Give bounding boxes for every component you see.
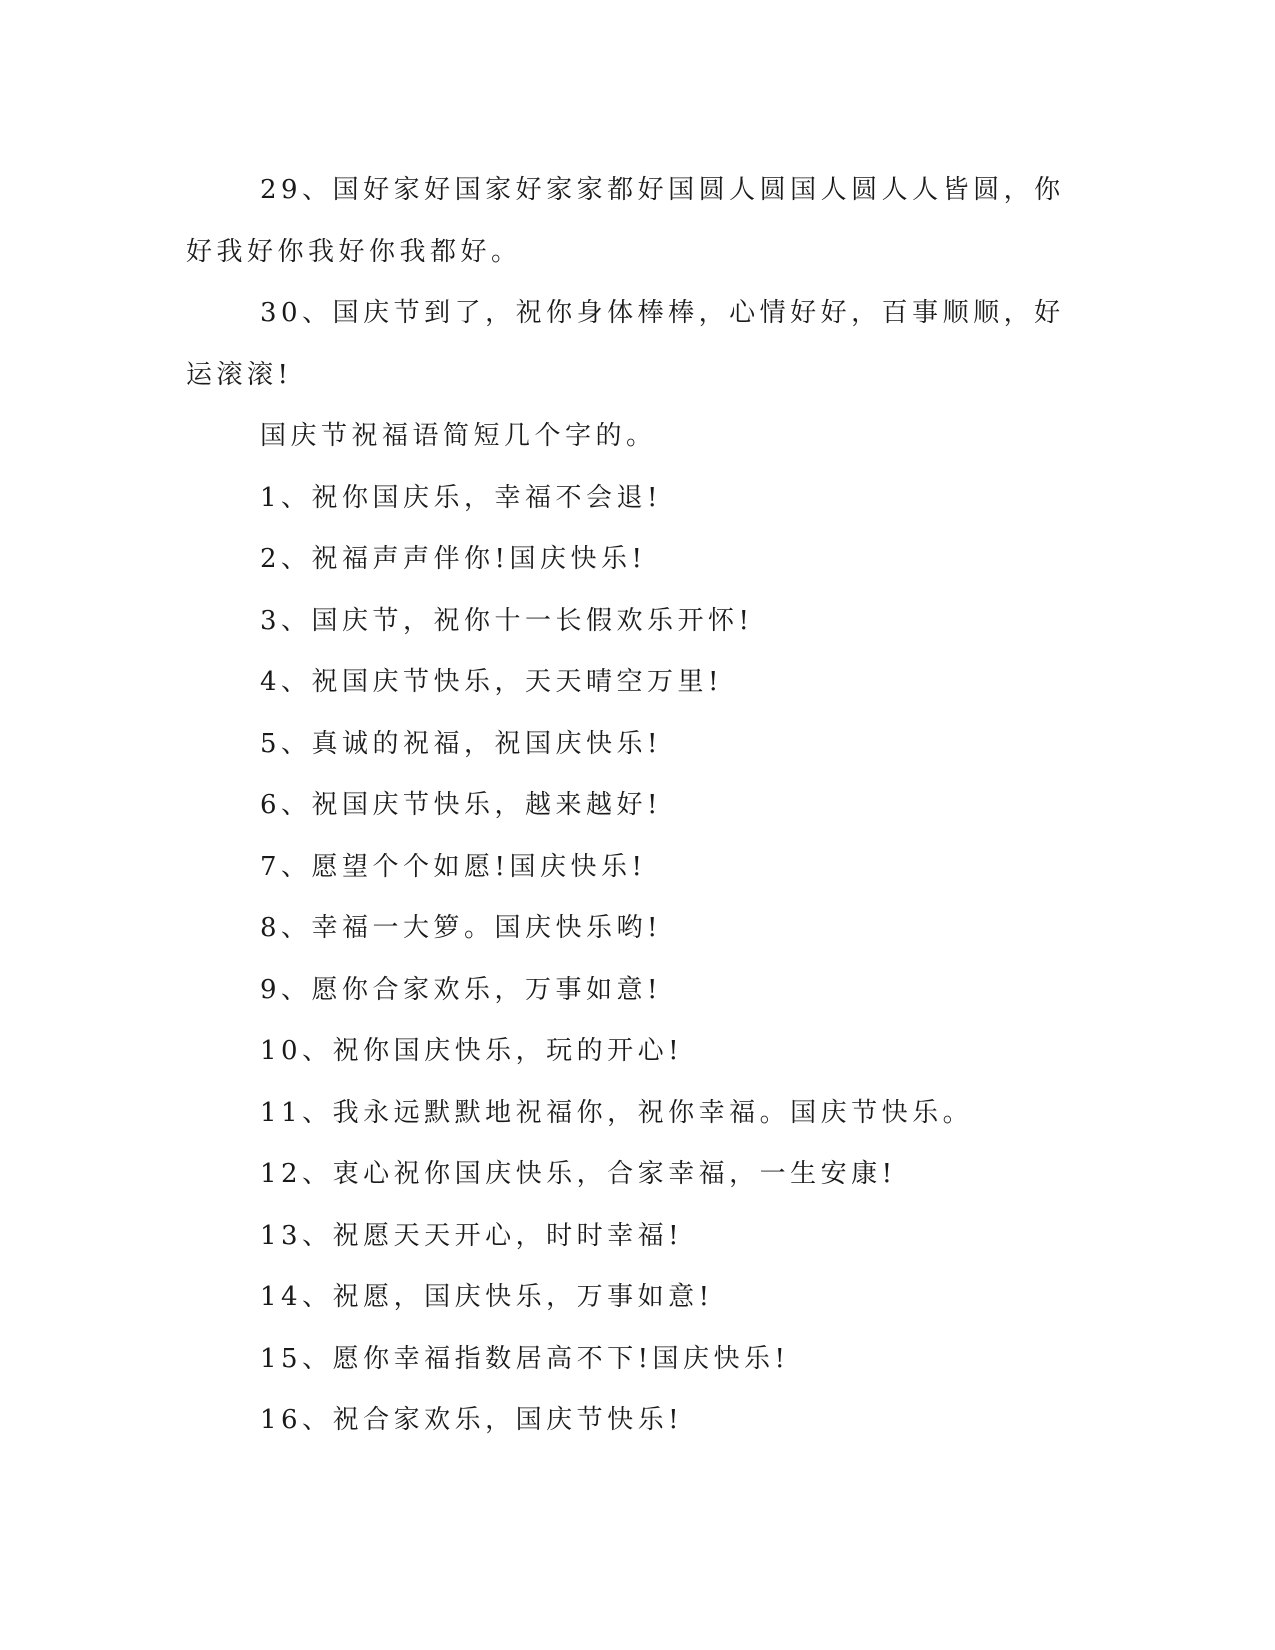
paragraph-29: 29、国好家好国家好家家都好国圆人圆国人圆人人皆圆，你好我好你我好你我都好。	[186, 175, 1065, 267]
list-item-11: 11、我永远默默地祝福你，祝你幸福。国庆节快乐。	[260, 1097, 974, 1128]
section-heading: 国庆节祝福语简短几个字的。	[260, 421, 657, 451]
list-item-12: 12、衷心祝你国庆快乐，合家幸福，一生安康!	[260, 1159, 897, 1189]
document-body	[186, 160, 1066, 1452]
paragraph-30: 30、国庆节到了，祝你身体棒棒，心情好好，百事顺顺，好运滚滚!	[186, 298, 1065, 390]
list-item-1: 1、祝你国庆乐，幸福不会退!	[260, 482, 662, 513]
list-item-7: 7、愿望个个如愿!国庆快乐!	[260, 851, 647, 882]
list-item-5: 5、真诚的祝福，祝国庆快乐!	[260, 728, 662, 759]
list-item-16: 16、祝合家欢乐，国庆节快乐!	[260, 1405, 684, 1435]
list-item-15: 15、愿你幸福指数居高不下!国庆快乐!	[260, 1343, 790, 1374]
list-item-6: 6、祝国庆节快乐，越来越好!	[260, 790, 662, 820]
list-item-10: 10、祝你国庆快乐，玩的开心!	[260, 1036, 684, 1066]
list-item-9: 9、愿你合家欢乐，万事如意!	[260, 974, 662, 1005]
list-item-3: 3、国庆节，祝你十一长假欢乐开怀!	[260, 605, 754, 636]
list-item-8: 8、幸福一大箩。国庆快乐哟!	[260, 913, 662, 943]
list-item-2: 2、祝福声声伴你!国庆快乐!	[260, 544, 647, 574]
list-item-4: 4、祝国庆节快乐，天天晴空万里!	[260, 667, 723, 697]
list-item-14: 14、祝愿，国庆快乐，万事如意!	[260, 1282, 714, 1312]
list-item-13: 13、祝愿天天开心，时时幸福!	[260, 1220, 684, 1251]
